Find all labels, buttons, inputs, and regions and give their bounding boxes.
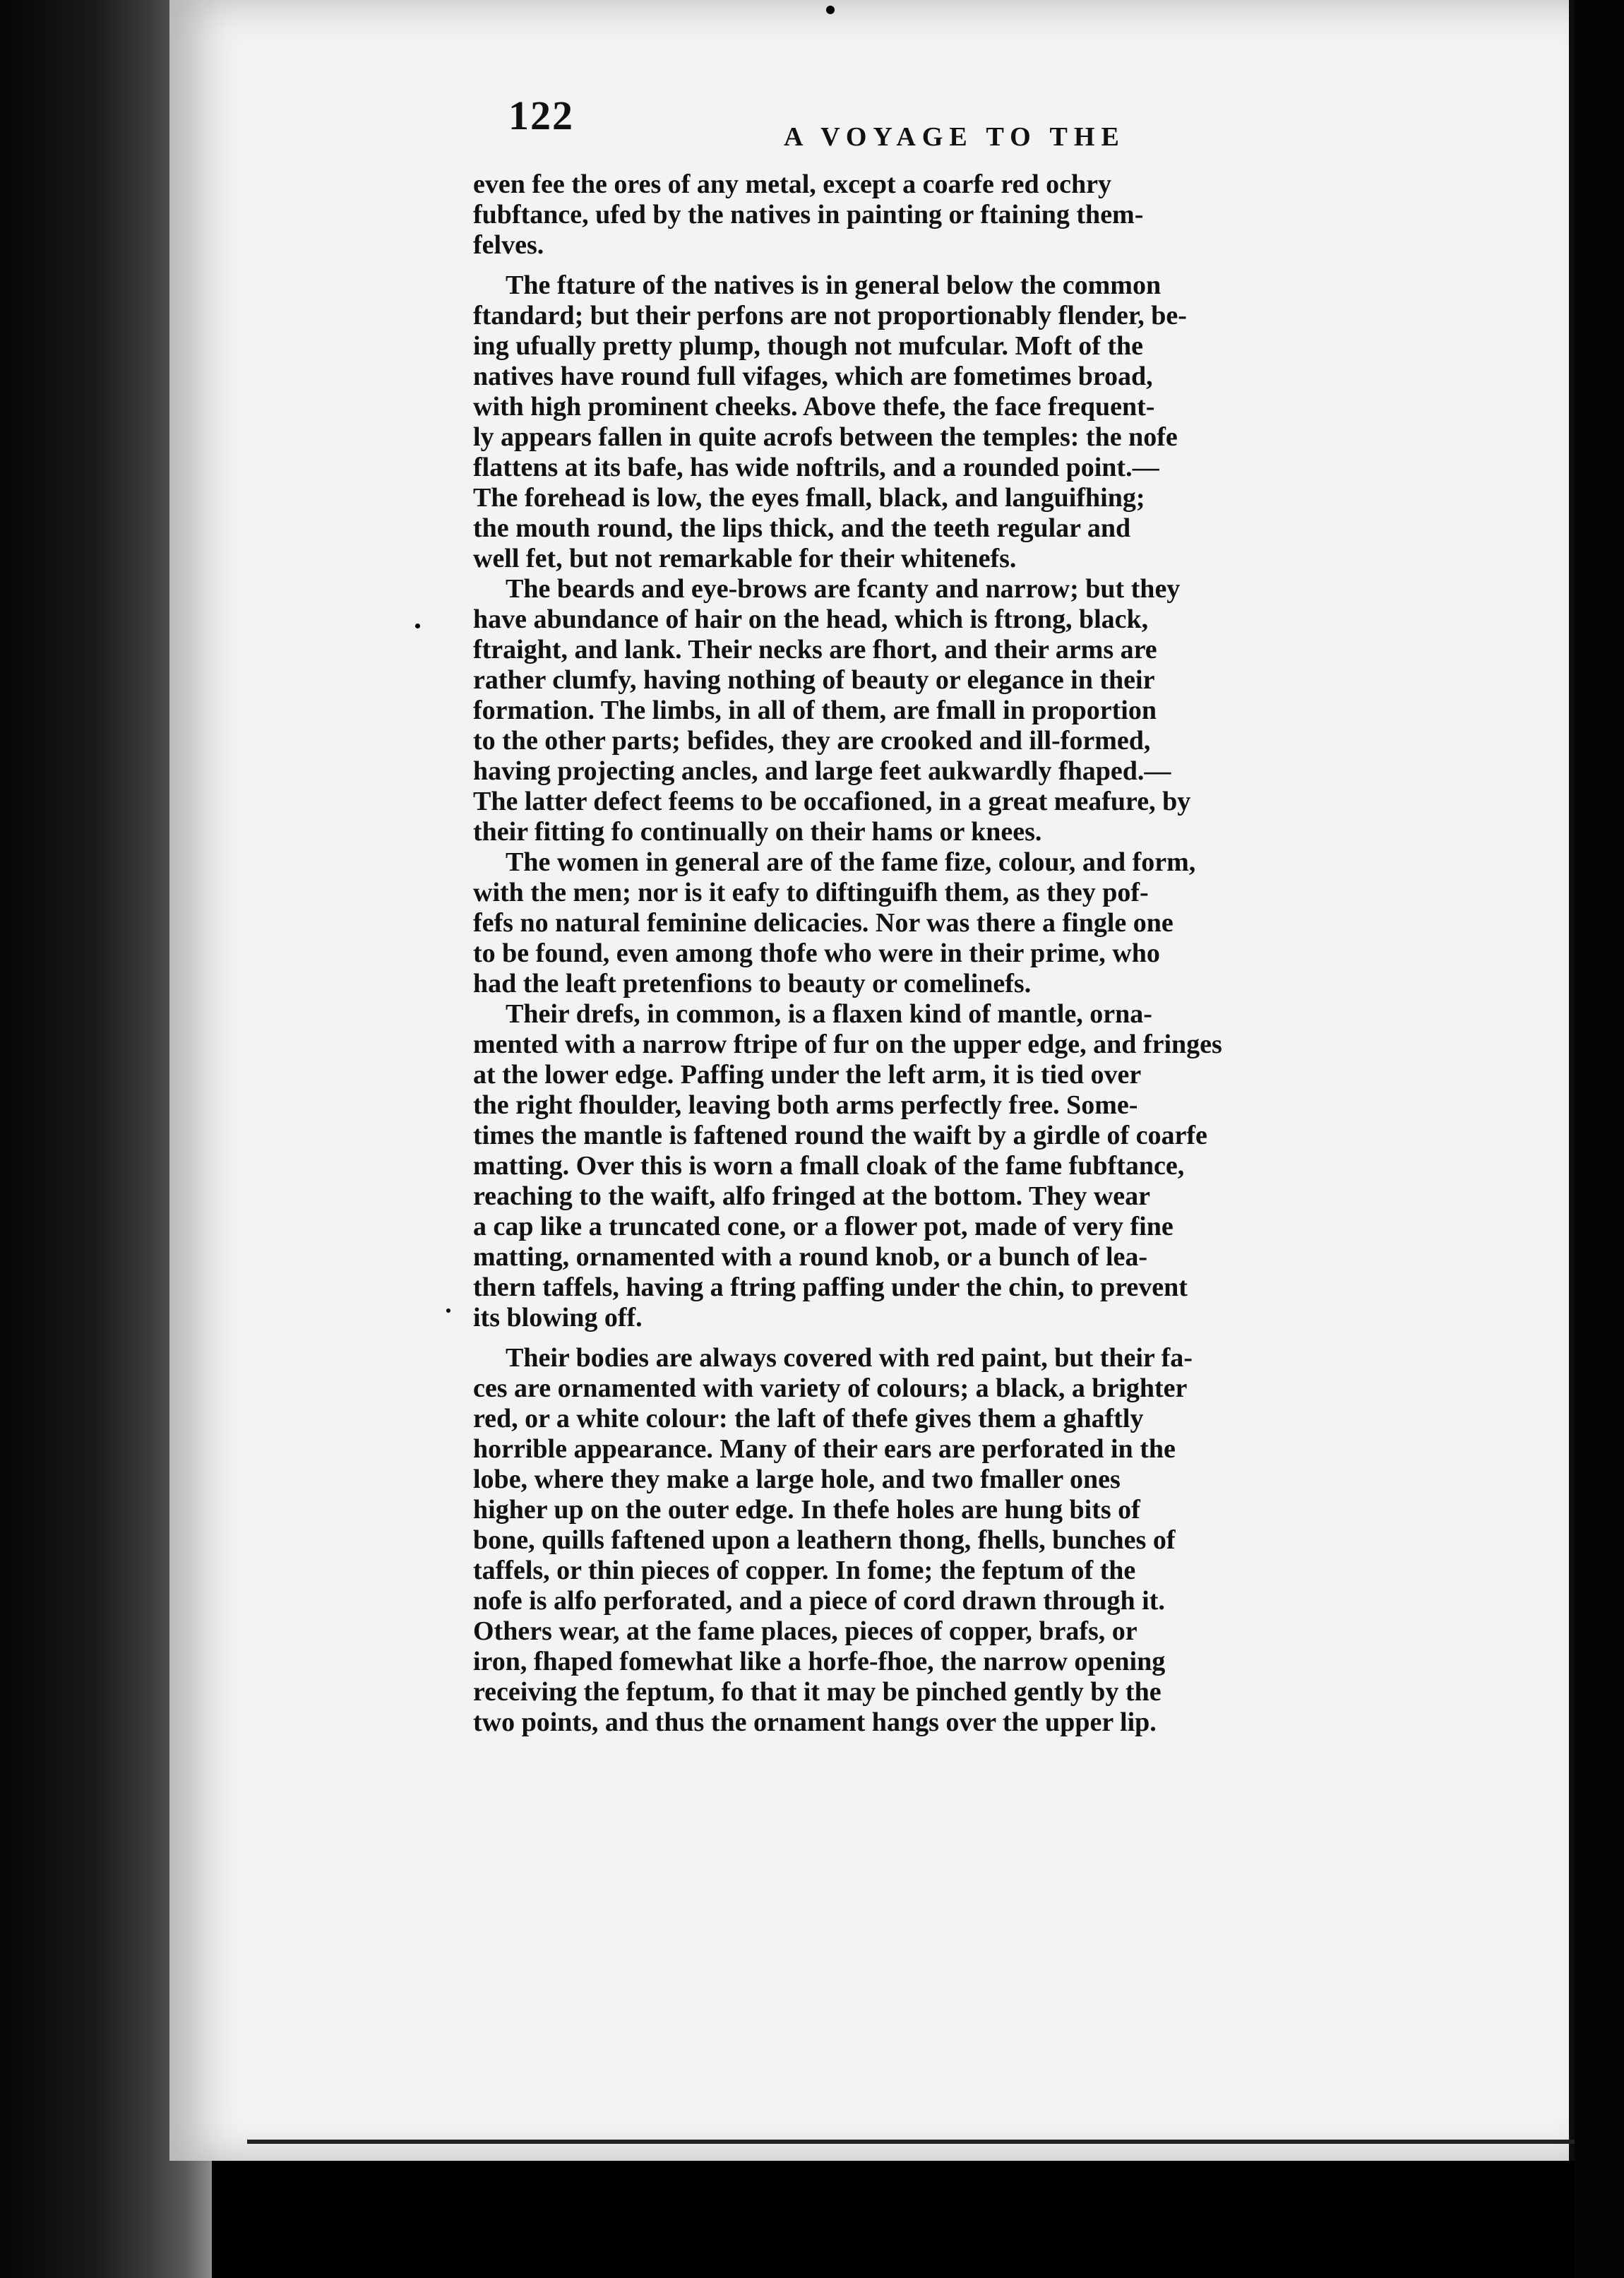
paragraph-stature (473, 270, 1412, 574)
text-line: iron, fhaped fomewhat like a horfe-fhoe, the narrow opening (473, 1647, 1166, 1676)
text-line: lobe, where they make a large hole, and two fmaller ones (473, 1465, 1121, 1494)
text-line: The latter defect feems to be occafioned, in a great meafure, by (473, 787, 1191, 816)
text-line: flattens at its bafe, has wide noftrils, and a rounded point.— (473, 453, 1159, 482)
text-line: felves. (473, 230, 544, 260)
text-line: to the other parts; befides, they are crooked and ill-formed, (473, 726, 1151, 756)
text-line: bone, quills faftened upon a leathern thong, fhells, bunches of (473, 1525, 1176, 1555)
text-line: ftandard; but their perfons are not proportionably flender, be- (473, 301, 1187, 330)
text-line: thern taffels, having a ftring paffing under the chin, to prevent (473, 1272, 1188, 1302)
scan-border-right (1575, 0, 1624, 2278)
paragraph-beards (473, 574, 1412, 847)
paragraph-bodies (473, 1343, 1412, 1738)
text-line: nofe is alfo perforated, and a piece of cord drawn through it. (473, 1586, 1165, 1616)
text-line: the mouth round, the lips thick, and the teeth regular and (473, 513, 1131, 543)
text-line: horrible appearance. Many of their ears are perforated in the (473, 1434, 1176, 1464)
text-line: taffels, or thin pieces of copper. In fome; the feptum of the (473, 1556, 1136, 1585)
text-line: at the lower edge. Paffing under the left arm, it is tied over (473, 1060, 1142, 1090)
text-line: matting. Over this is worn a fmall cloak of the fame fubftance, (473, 1151, 1185, 1181)
text-line: have abundance of hair on the head, which is ftrong, black, (473, 604, 1149, 634)
text-line: Their bodies are always covered with red paint, but their fa- (506, 1343, 1193, 1373)
text-line: Their drefs, in common, is a flaxen kind of mantle, orna- (506, 999, 1152, 1029)
text-line: The ftature of the natives is in general below the common (506, 270, 1162, 300)
text-line: matting, ornamented with a round knob, or a bunch of lea- (473, 1242, 1148, 1272)
text-line: well fet, but not remarkable for their whitenefs. (473, 544, 1017, 573)
text-line: their fitting fo continually on their hams or knees. (473, 817, 1042, 847)
text-line: two points, and thus the ornament hangs over the upper lip. (473, 1707, 1157, 1737)
page-content (473, 92, 1412, 1738)
text-line: fefs no natural feminine delicacies. Nor was there a fingle one (473, 908, 1174, 938)
paragraph-women (473, 847, 1412, 999)
paragraph-ores (473, 169, 1412, 261)
text-line: with high prominent cheeks. Above thefe, the face frequent- (473, 392, 1155, 422)
text-line: higher up on the outer edge. In thefe holes are hung bits of (473, 1495, 1140, 1525)
text-line: a cap like a truncated cone, or a flower pot, made of very fine (473, 1212, 1174, 1241)
page-bottom-edge (247, 2140, 1575, 2144)
text-line: reaching to the waift, alfo fringed at the bottom. They wear (473, 1181, 1151, 1211)
text-line: even fee the ores of any metal, except a coarfe red ochry (473, 169, 1111, 199)
text-line: with the men; nor is it eafy to diftinguifh them, as they pof- (473, 878, 1149, 907)
running-title: A VOYAGE TO THE (784, 122, 1126, 152)
text-line: ing ufually pretty plump, though not mufcular. Moft of the (473, 331, 1144, 361)
text-line: times the mantle is faftened round the waift by a girdle of coarfe (473, 1121, 1207, 1150)
text-line: red, or a white colour: the laft of thefe gives them a ghaftly (473, 1404, 1144, 1433)
text-line: mented with a narrow ftripe of fur on the upper edge, and fringes (473, 1030, 1222, 1059)
ink-speck (826, 6, 835, 14)
text-line: The forehead is low, the eyes fmall, black, and languifhing; (473, 483, 1145, 513)
text-line: ly appears fallen in quite acrofs between the temples: the nofe (473, 422, 1178, 452)
text-line: ces are ornamented with variety of colours; a black, a brighter (473, 1373, 1188, 1403)
text-line: ftraight, and lank. Their necks are fhort, and their arms are (473, 635, 1157, 664)
text-line: The beards and eye-brows are fcanty and narrow; but they (506, 574, 1181, 604)
text-line: natives have round full vifages, which are fometimes broad, (473, 362, 1153, 391)
ink-speck (415, 624, 420, 628)
text-line: rather clumfy, having nothing of beauty or elegance in their (473, 665, 1155, 695)
text-line: to be found, even among thofe who were in their prime, who (473, 938, 1160, 968)
text-line: the right fhoulder, leaving both arms perfectly free. Some- (473, 1090, 1138, 1120)
text-line: having projecting ancles, and large feet aukwardly fhaped.— (473, 756, 1171, 786)
text-line: had the leaft pretenfions to beauty or comelinefs. (473, 969, 1032, 998)
ink-speck (446, 1308, 450, 1313)
page-edge (1569, 0, 1575, 2161)
text-line: formation. The limbs, in all of them, are fmall in proportion (473, 696, 1157, 725)
running-head (473, 92, 1412, 169)
text-line: fubftance, ufed by the natives in painting or ftaining them- (473, 200, 1144, 229)
text-line: receiving the feptum, fo that it may be pinched gently by the (473, 1677, 1162, 1707)
page-number: 122 (508, 93, 574, 138)
text-line: Others wear, at the fame places, pieces of copper, brafs, or (473, 1616, 1138, 1646)
text-line: The women in general are of the fame fize, colour, and form, (506, 847, 1196, 877)
text-line: its blowing off. (473, 1303, 643, 1332)
paragraph-dress (473, 999, 1412, 1333)
